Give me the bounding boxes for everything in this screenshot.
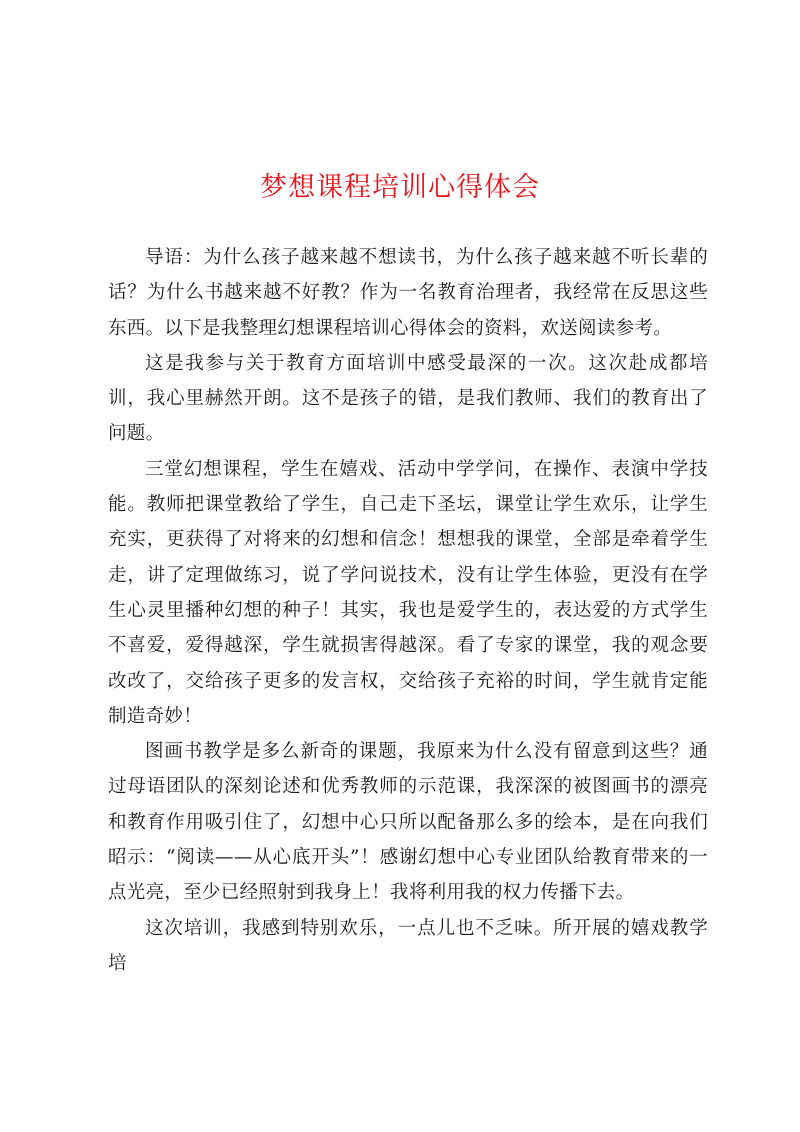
paragraph-5: 这次培训，我感到特别欢乐，一点儿也不乏味。所开展的嬉戏教学培 [108,917,708,974]
paragraph-intro: 导语：为什么孩子越来越不想读书，为什么孩子越来越不听长辈的话？为什么书越来越不好教？作为一名教育治理者，我经常在反思这些东西。以下是我整理幻想课程培训心得体会的资料，欢送阅读参考。 [108,247,708,339]
paragraph-4: 图画书教学是多么新奇的课题，我原来为什么没有留意到这些？通过母语团队的深刻论述和优秀教师的示范课，我深深的被图画书的漂亮和教育作用吸引住了，幻想中心只所以配备那么多的绘本，是在向我们昭示：“阅读——从心底开头”！感谢幻想中心专业团队给教育带来的一点光亮，至少已经照射到我身上！我将利用我的权力传播下去。 [108,741,708,904]
document-title: 梦想课程培训心得体会 [260,172,540,203]
paragraph-2: 这是我参与关于教育方面培训中感受最深的一次。这次赴成都培训，我心里赫然开朗。这不是孩子的错，是我们教师、我们的教育出了问题。 [108,352,708,445]
paragraph-3: 三堂幻想课程，学生在嬉戏、活动中学学问，在操作、表演中学技能。教师把课堂教给了学生，自己走下圣坛，课堂让学生欢乐，让学生充实，更获得了对将来的幻想和信念！想想我的课堂，全部是牵着学生走，讲了定理做练习，说了学问说技术，没有让学生体验，更没有在学生心灵里播种幻想的种子！其实，我也是爱学生的，表达爱的方式学生不喜爱，爱得越深，学生就损害得越深。看了专家的课堂，我的观念要改改了，交给孩子更多的发言权，交给孩子充裕的时间，学生就肯定能制造奇妙！ [108,458,708,727]
document-body [108,240,708,981]
